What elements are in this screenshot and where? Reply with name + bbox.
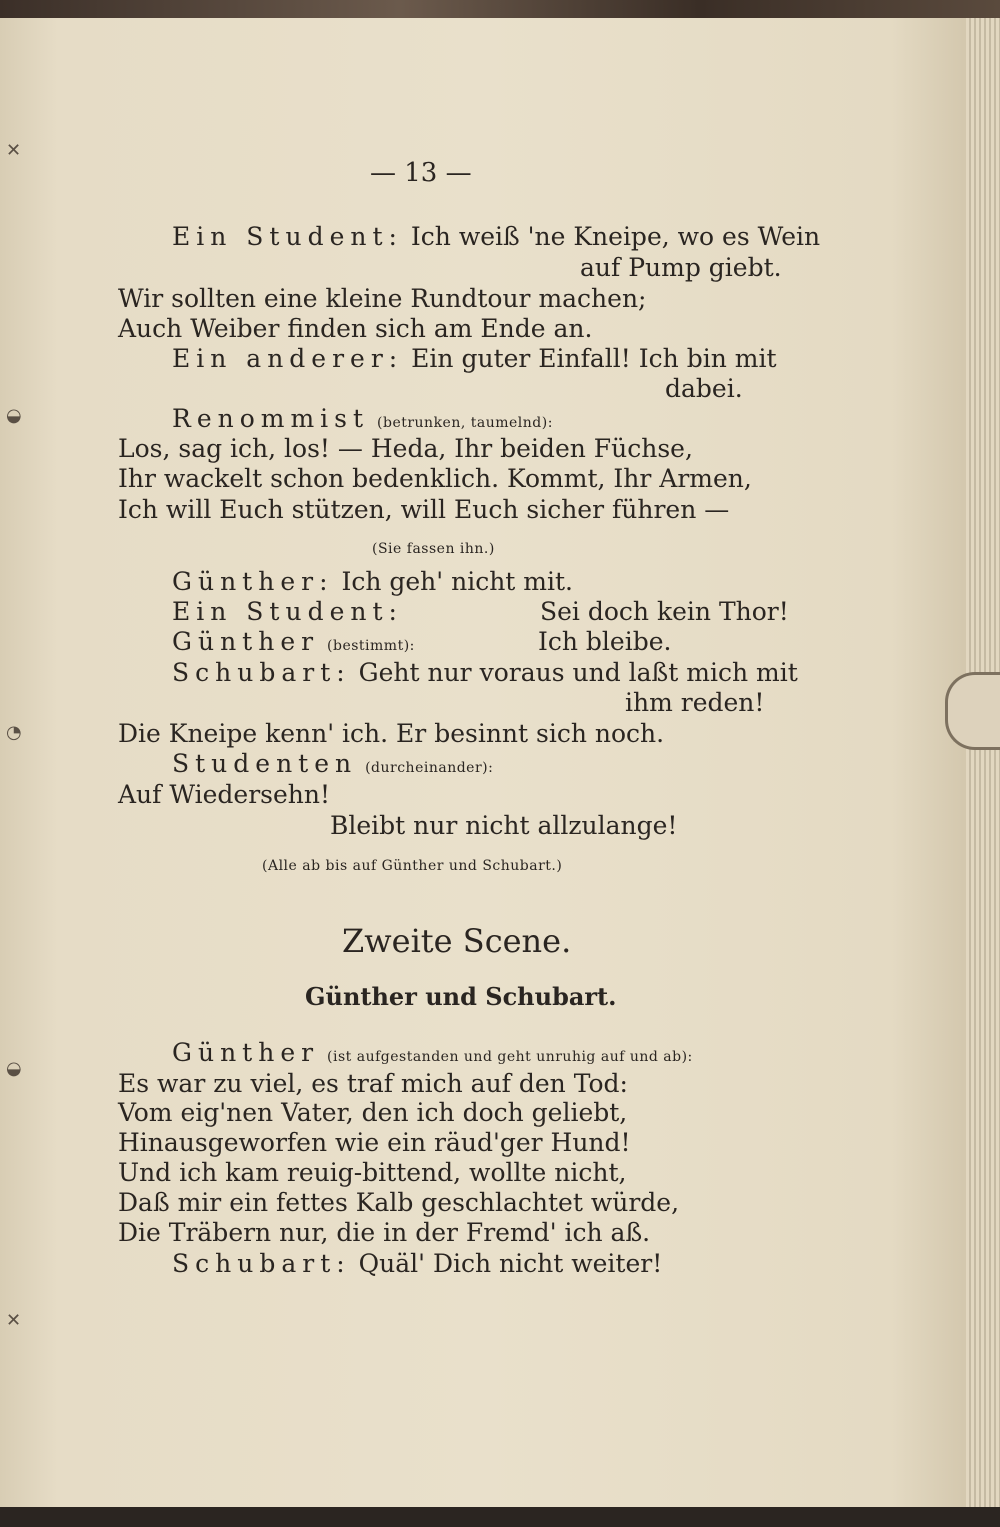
book-bottom-edge: [0, 1507, 1000, 1527]
verse-line: Wir sollten eine kleine Rundtour machen;: [118, 284, 647, 313]
verse-line: Hinausgeworfen wie ein räud'ger Hund!: [118, 1128, 631, 1157]
verse-line: Auch Weiber finden sich am Ende an.: [118, 314, 593, 343]
page-clip-tab: [945, 672, 1000, 750]
verse-line: Vom eig'nen Vater, den ich doch geliebt,: [118, 1098, 628, 1127]
verse-line: Ihr wackelt schon bedenklich. Kommt, Ihr Armen,: [118, 464, 752, 493]
stage-direction: (ist aufgestanden und geht unruhig auf und ab):: [327, 1049, 693, 1065]
line-text: Quäl' Dich nicht weiter!: [358, 1249, 663, 1278]
line-text: Ein guter Einfall! Ich bin mit: [411, 344, 777, 373]
scene-title: Zweite Scene.: [342, 922, 572, 960]
verse-line: [172, 627, 415, 661]
speaker: Schubart:: [172, 1249, 351, 1278]
margin-mark: ✕: [6, 140, 22, 161]
speaker: Renommist: [172, 404, 370, 433]
verse-line: [172, 658, 798, 688]
verse-line: [172, 344, 777, 374]
speaker: Günther:: [172, 567, 334, 596]
verse-line: [172, 1038, 693, 1072]
verse-line: Bleibt nur nicht allzulange!: [330, 811, 678, 840]
speaker: Günther: [172, 1038, 320, 1067]
speaker: Ein Student:: [172, 222, 403, 251]
verse-line: Auf Wiedersehn!: [118, 780, 331, 809]
verse-line: Die Träbern nur, die in der Fremd' ich aß.: [118, 1218, 651, 1247]
verse-line: Los, sag ich, los! — Heda, Ihr beiden Füchse,: [118, 434, 693, 463]
margin-mark: ◒: [6, 405, 22, 426]
verse-line: [172, 1249, 662, 1279]
verse-line: Es war zu viel, es traf mich auf den Tod:: [118, 1069, 628, 1098]
speaker: Ein Student:: [172, 597, 403, 626]
speaker: Studenten: [172, 749, 358, 778]
speaker: Günther: [172, 627, 320, 656]
margin-mark: ✕: [6, 1310, 22, 1331]
stage-direction: (Sie fassen ihn.): [372, 541, 495, 557]
verse-line: Ich bleibe.: [538, 627, 672, 656]
verse-line: [172, 404, 553, 438]
verse-line: ihm reden!: [625, 688, 765, 717]
margin-mark: ◒: [6, 1058, 22, 1079]
line-text: Ich weiß 'ne Kneipe, wo es Wein: [410, 222, 821, 251]
verse-line: [172, 749, 493, 783]
stage-direction: (durcheinander):: [365, 760, 494, 776]
verse-line: Und ich kam reuig-bittend, wollte nicht,: [118, 1158, 627, 1187]
verse-line: Sei doch kein Thor!: [540, 597, 789, 626]
verse-line: [172, 567, 573, 597]
page-stack-edge: [966, 18, 1000, 1508]
line-text: Ich geh' nicht mit.: [341, 567, 573, 596]
speaker: Ein anderer:: [172, 344, 404, 373]
line-text: Geht nur voraus und laßt mich mit: [358, 658, 798, 687]
stage-direction: (Alle ab bis auf Günther und Schubart.): [262, 858, 563, 874]
stage-direction: (betrunken, taumelnd):: [377, 415, 553, 431]
speaker: Schubart:: [172, 658, 351, 687]
verse-line: [172, 222, 820, 252]
verse-line: [172, 597, 403, 627]
verse-line: auf Pump giebt.: [580, 253, 782, 282]
margin-mark: ◔: [6, 722, 22, 743]
verse-line: Die Kneipe kenn' ich. Er besinnt sich noch.: [118, 719, 665, 748]
verse-line: Daß mir ein fettes Kalb geschlachtet würde,: [118, 1188, 680, 1217]
scene-subtitle: Günther und Schubart.: [305, 982, 617, 1011]
page-number: — 13 —: [370, 158, 472, 188]
verse-line: dabei.: [665, 374, 743, 403]
verse-line: Ich will Euch stützen, will Euch sicher führen —: [118, 495, 730, 524]
stage-direction: (bestimmt):: [327, 638, 415, 654]
